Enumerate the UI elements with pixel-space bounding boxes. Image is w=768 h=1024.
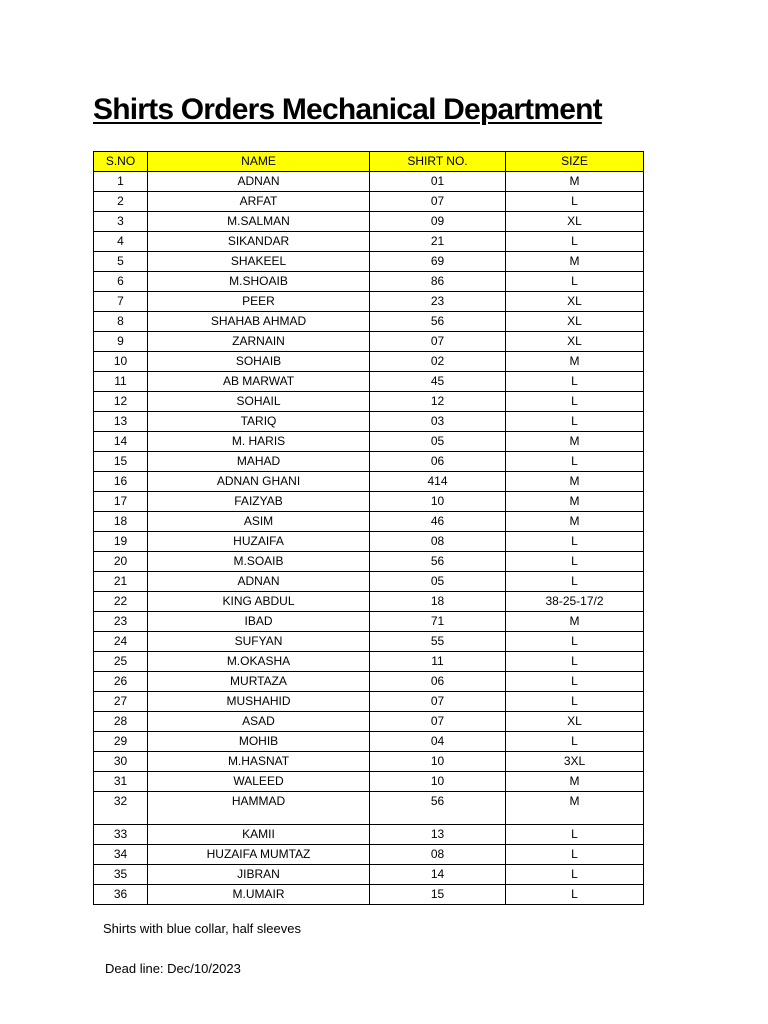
cell-size: M <box>506 172 644 192</box>
orders-table <box>93 151 644 905</box>
cell-size: XL <box>506 212 644 232</box>
table-row <box>94 672 644 692</box>
cell-shirt-no: 56 <box>370 552 506 572</box>
table-row <box>94 472 644 492</box>
cell-size: M <box>506 432 644 452</box>
cell-name: AB MARWAT <box>148 372 370 392</box>
header-size: SIZE <box>506 152 644 172</box>
cell-size: L <box>506 825 644 845</box>
cell-sno: 1 <box>94 172 148 192</box>
cell-sno: 23 <box>94 612 148 632</box>
cell-sno: 14 <box>94 432 148 452</box>
cell-name: MOHIB <box>148 732 370 752</box>
cell-shirt-no: 56 <box>370 792 506 825</box>
cell-size: L <box>506 372 644 392</box>
cell-name: M. HARIS <box>148 432 370 452</box>
cell-shirt-no: 14 <box>370 865 506 885</box>
cell-name: SOHAIB <box>148 352 370 372</box>
cell-size: L <box>506 552 644 572</box>
table-row <box>94 352 644 372</box>
cell-sno: 18 <box>94 512 148 532</box>
cell-sno: 5 <box>94 252 148 272</box>
cell-size: 3XL <box>506 752 644 772</box>
order-note: Shirts with blue collar, half sleeves <box>103 921 301 936</box>
cell-sno: 35 <box>94 865 148 885</box>
cell-shirt-no: 46 <box>370 512 506 532</box>
cell-size: M <box>506 352 644 372</box>
cell-size: M <box>506 492 644 512</box>
cell-shirt-no: 04 <box>370 732 506 752</box>
cell-name: TARIQ <box>148 412 370 432</box>
cell-name: ADNAN <box>148 572 370 592</box>
cell-name: ASAD <box>148 712 370 732</box>
table-row <box>94 212 644 232</box>
cell-shirt-no: 08 <box>370 532 506 552</box>
cell-shirt-no: 01 <box>370 172 506 192</box>
cell-sno: 2 <box>94 192 148 212</box>
cell-name: SIKANDAR <box>148 232 370 252</box>
cell-shirt-no: 11 <box>370 652 506 672</box>
cell-shirt-no: 07 <box>370 192 506 212</box>
cell-name: PEER <box>148 292 370 312</box>
cell-shirt-no: 71 <box>370 612 506 632</box>
cell-sno: 24 <box>94 632 148 652</box>
cell-shirt-no: 08 <box>370 845 506 865</box>
table-row <box>94 845 644 865</box>
cell-size: L <box>506 672 644 692</box>
cell-sno: 32 <box>94 792 148 825</box>
cell-size: L <box>506 532 644 552</box>
cell-name: MAHAD <box>148 452 370 472</box>
cell-shirt-no: 45 <box>370 372 506 392</box>
cell-name: FAIZYAB <box>148 492 370 512</box>
cell-name: HAMMAD <box>148 792 370 825</box>
cell-shirt-no: 414 <box>370 472 506 492</box>
cell-shirt-no: 23 <box>370 292 506 312</box>
cell-size: M <box>506 612 644 632</box>
table-row <box>94 732 644 752</box>
cell-sno: 4 <box>94 232 148 252</box>
cell-sno: 36 <box>94 885 148 905</box>
table-row <box>94 372 644 392</box>
cell-name: M.OKASHA <box>148 652 370 672</box>
cell-sno: 29 <box>94 732 148 752</box>
cell-name: ADNAN GHANI <box>148 472 370 492</box>
cell-name: MUSHAHID <box>148 692 370 712</box>
cell-shirt-no: 10 <box>370 772 506 792</box>
cell-shirt-no: 10 <box>370 752 506 772</box>
page-title: Shirts Orders Mechanical Department <box>93 93 602 126</box>
cell-name: IBAD <box>148 612 370 632</box>
cell-shirt-no: 09 <box>370 212 506 232</box>
table-row <box>94 512 644 532</box>
cell-sno: 33 <box>94 825 148 845</box>
cell-sno: 3 <box>94 212 148 232</box>
cell-sno: 10 <box>94 352 148 372</box>
cell-sno: 16 <box>94 472 148 492</box>
cell-size: XL <box>506 332 644 352</box>
header-row <box>94 152 644 172</box>
cell-name: M.HASNAT <box>148 752 370 772</box>
table-row <box>94 232 644 252</box>
cell-size: L <box>506 232 644 252</box>
header-name: NAME <box>148 152 370 172</box>
table-row <box>94 772 644 792</box>
table-row <box>94 172 644 192</box>
table-row <box>94 825 644 845</box>
cell-shirt-no: 03 <box>370 412 506 432</box>
cell-size: L <box>506 412 644 432</box>
cell-shirt-no: 18 <box>370 592 506 612</box>
cell-size: M <box>506 512 644 532</box>
cell-sno: 19 <box>94 532 148 552</box>
cell-shirt-no: 05 <box>370 572 506 592</box>
cell-sno: 11 <box>94 372 148 392</box>
cell-size: L <box>506 692 644 712</box>
header-shirt-no: SHIRT NO. <box>370 152 506 172</box>
cell-size: XL <box>506 712 644 732</box>
cell-name: ZARNAIN <box>148 332 370 352</box>
cell-size: L <box>506 272 644 292</box>
cell-name: SOHAIL <box>148 392 370 412</box>
cell-sno: 26 <box>94 672 148 692</box>
table-row <box>94 532 644 552</box>
deadline-text: Dead line: Dec/10/2023 <box>105 961 241 976</box>
cell-shirt-no: 56 <box>370 312 506 332</box>
cell-sno: 22 <box>94 592 148 612</box>
cell-size: M <box>506 472 644 492</box>
table-row <box>94 452 644 472</box>
cell-shirt-no: 06 <box>370 452 506 472</box>
cell-name: SHAKEEL <box>148 252 370 272</box>
cell-name: JIBRAN <box>148 865 370 885</box>
table-row <box>94 292 644 312</box>
table-body <box>94 172 644 905</box>
cell-size: L <box>506 652 644 672</box>
table-row <box>94 572 644 592</box>
cell-name: KAMII <box>148 825 370 845</box>
table-row <box>94 865 644 885</box>
cell-shirt-no: 02 <box>370 352 506 372</box>
cell-name: M.SALMAN <box>148 212 370 232</box>
cell-shirt-no: 69 <box>370 252 506 272</box>
cell-sno: 15 <box>94 452 148 472</box>
table-row <box>94 312 644 332</box>
cell-name: ASIM <box>148 512 370 532</box>
cell-shirt-no: 07 <box>370 712 506 732</box>
cell-shirt-no: 55 <box>370 632 506 652</box>
cell-size: L <box>506 572 644 592</box>
table-row <box>94 332 644 352</box>
cell-name: ADNAN <box>148 172 370 192</box>
cell-size: L <box>506 845 644 865</box>
cell-name: HUZAIFA <box>148 532 370 552</box>
table-row <box>94 252 644 272</box>
cell-sno: 20 <box>94 552 148 572</box>
cell-sno: 27 <box>94 692 148 712</box>
cell-sno: 21 <box>94 572 148 592</box>
cell-sno: 12 <box>94 392 148 412</box>
table-row <box>94 652 644 672</box>
cell-shirt-no: 13 <box>370 825 506 845</box>
cell-shirt-no: 86 <box>370 272 506 292</box>
cell-size: L <box>506 632 644 652</box>
table-row <box>94 432 644 452</box>
table-row <box>94 712 644 732</box>
cell-shirt-no: 10 <box>370 492 506 512</box>
cell-name: M.UMAIR <box>148 885 370 905</box>
cell-shirt-no: 07 <box>370 332 506 352</box>
cell-sno: 8 <box>94 312 148 332</box>
cell-size: 38-25-17/2 <box>506 592 644 612</box>
cell-name: WALEED <box>148 772 370 792</box>
cell-sno: 25 <box>94 652 148 672</box>
cell-size: L <box>506 865 644 885</box>
cell-shirt-no: 07 <box>370 692 506 712</box>
table-header <box>94 152 644 172</box>
cell-sno: 30 <box>94 752 148 772</box>
table-row <box>94 792 644 825</box>
cell-shirt-no: 21 <box>370 232 506 252</box>
cell-size: L <box>506 732 644 752</box>
table-row <box>94 592 644 612</box>
table-row <box>94 192 644 212</box>
table-row <box>94 752 644 772</box>
table-row <box>94 612 644 632</box>
header-sno: S.NO <box>94 152 148 172</box>
cell-size: M <box>506 252 644 272</box>
cell-sno: 6 <box>94 272 148 292</box>
cell-size: L <box>506 392 644 412</box>
cell-sno: 13 <box>94 412 148 432</box>
cell-size: XL <box>506 312 644 332</box>
table-row <box>94 492 644 512</box>
cell-sno: 9 <box>94 332 148 352</box>
cell-sno: 34 <box>94 845 148 865</box>
cell-sno: 7 <box>94 292 148 312</box>
table-row <box>94 272 644 292</box>
cell-name: KING ABDUL <box>148 592 370 612</box>
cell-name: M.SOAIB <box>148 552 370 572</box>
cell-sno: 31 <box>94 772 148 792</box>
table-row <box>94 885 644 905</box>
table-row <box>94 392 644 412</box>
cell-name: HUZAIFA MUMTAZ <box>148 845 370 865</box>
cell-size: XL <box>506 292 644 312</box>
cell-shirt-no: 05 <box>370 432 506 452</box>
table-row <box>94 632 644 652</box>
table-row <box>94 412 644 432</box>
cell-shirt-no: 12 <box>370 392 506 412</box>
cell-name: SHAHAB AHMAD <box>148 312 370 332</box>
cell-sno: 17 <box>94 492 148 512</box>
cell-name: M.SHOAIB <box>148 272 370 292</box>
cell-name: ARFAT <box>148 192 370 212</box>
cell-size: M <box>506 792 644 825</box>
cell-size: L <box>506 885 644 905</box>
cell-size: L <box>506 452 644 472</box>
table-row <box>94 692 644 712</box>
cell-size: M <box>506 772 644 792</box>
table-row <box>94 552 644 572</box>
cell-size: L <box>506 192 644 212</box>
cell-name: SUFYAN <box>148 632 370 652</box>
cell-shirt-no: 06 <box>370 672 506 692</box>
cell-name: MURTAZA <box>148 672 370 692</box>
cell-shirt-no: 15 <box>370 885 506 905</box>
cell-sno: 28 <box>94 712 148 732</box>
